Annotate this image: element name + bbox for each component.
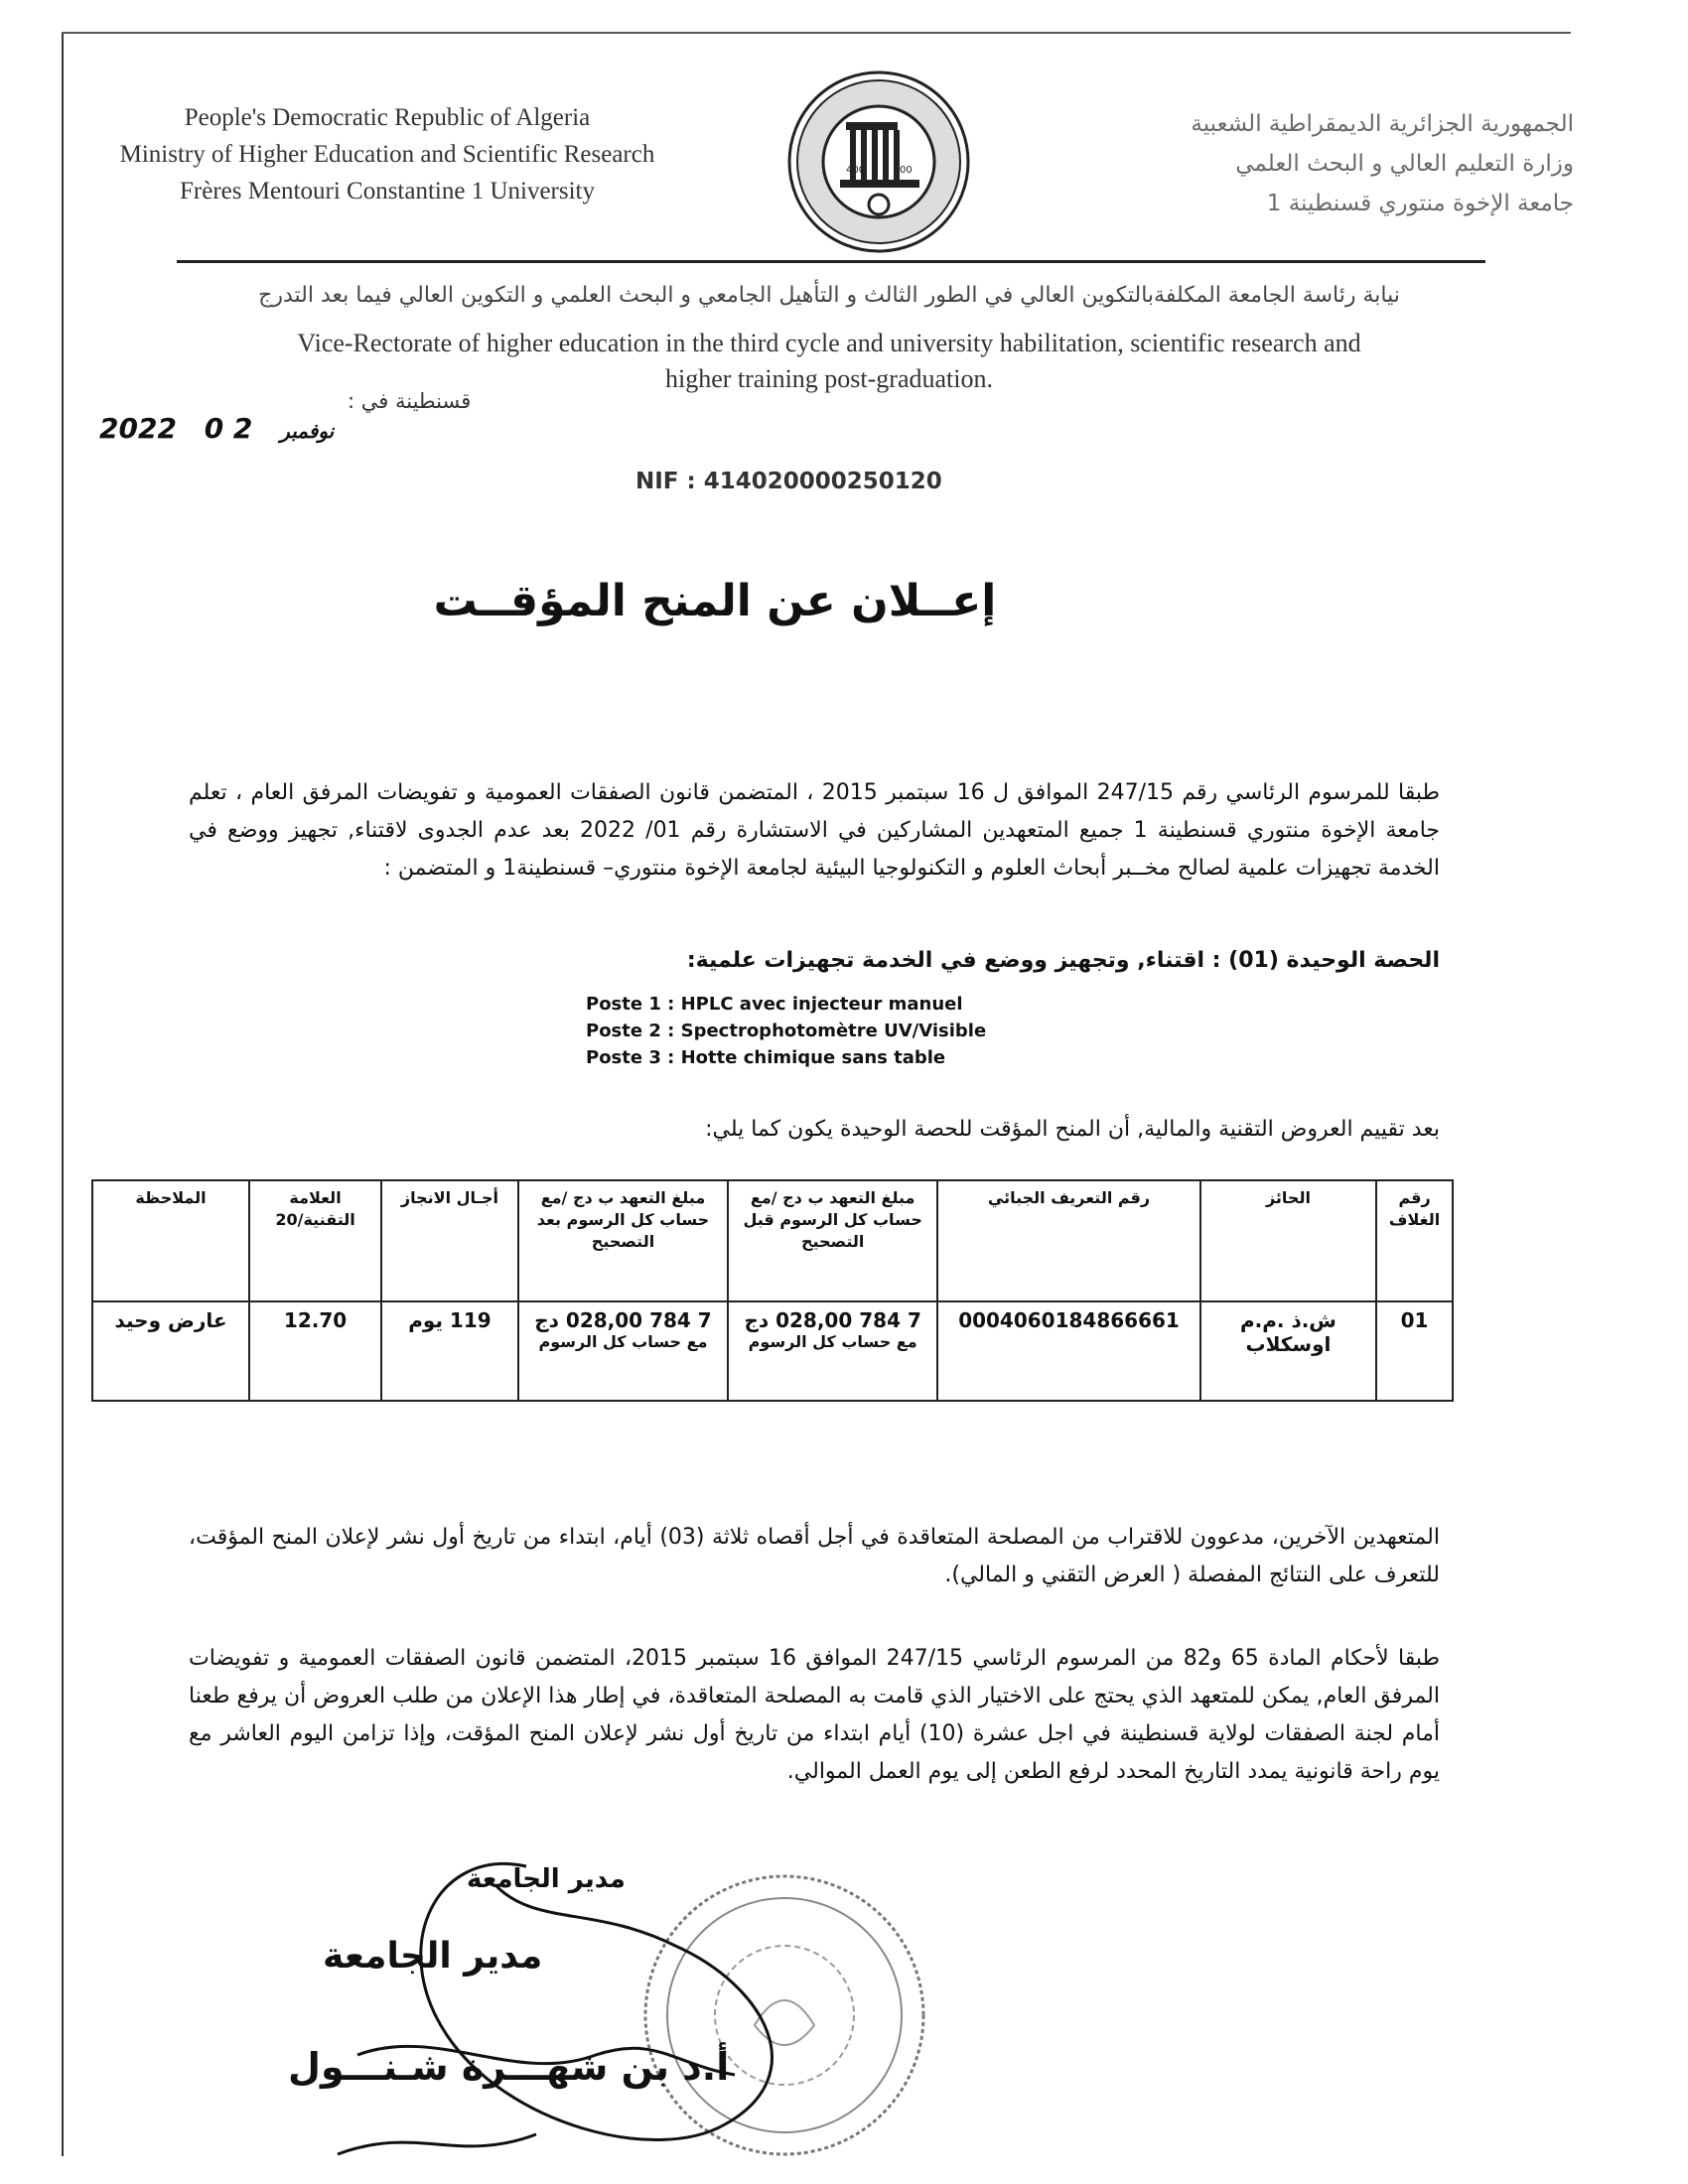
col-header-score: العلامة التقنية/20 xyxy=(249,1180,381,1301)
nif-number: NIF : 414020000250120 xyxy=(635,469,942,494)
vice-rectorate-en-line: Vice-Rectorate of higher education in the third cycle and university habilitation, scientific research and xyxy=(297,329,1361,357)
col-header-nif: رقم التعريف الجبائي xyxy=(937,1180,1200,1301)
cell-envelope-number: 01 xyxy=(1376,1301,1453,1401)
svg-text:00: 00 xyxy=(900,165,913,176)
date-day: 2 0 xyxy=(204,412,253,445)
place-label: قسنطينة في : xyxy=(348,389,472,413)
amount-after-note: مع حساب كل الرسوم xyxy=(538,1332,708,1351)
cell-delay: 119 يوم xyxy=(381,1301,518,1401)
vice-rectorate-en-line: higher training post-graduation. xyxy=(665,364,993,393)
lot-description: الحصة الوحيدة (01) : اقتناء, وتجهيز ووضع في الخدمة تجهيزات علمية: xyxy=(686,948,1440,973)
vice-rectorate-english xyxy=(149,326,1509,397)
notice-paragraph: المتعهدين الآخرين، مدعوون للاقتراب من المصلحة المتعاقدة في أجل أقصاه ثلاثة (03) أيام، ابتداء من تاريخ أول نشر لإعلان المنح المؤقت، للتعرف على النتائج المفصلة ( العرض التقني و المالي). xyxy=(189,1525,1440,1587)
col-header-note: الملاحظة xyxy=(92,1180,249,1301)
header-en-line: Frères Mentouri Constantine 1 University xyxy=(180,178,595,205)
table-row xyxy=(92,1301,1453,1401)
table-header-row xyxy=(92,1180,1453,1301)
poste-item: Poste 2 : Spectrophotomètre UV/Visible xyxy=(586,1021,987,1041)
document-title: إعــلان عن المنح المؤقــت xyxy=(433,576,997,626)
postes-list xyxy=(586,991,986,1071)
cell-holder: ش.ذ .م.م اوسكلاب xyxy=(1200,1301,1376,1401)
header-ar-line: الجمهورية الجزائرية الديمقراطية الشعبية xyxy=(1191,111,1574,137)
cell-nif: 0004060184866661 xyxy=(937,1301,1200,1401)
svg-text:400: 400 xyxy=(846,165,866,176)
document-date xyxy=(99,412,352,445)
signatory-stamp-text: مدير الجامعة xyxy=(323,1936,543,1977)
cell-amount-before xyxy=(728,1301,937,1401)
amount-before-note: مع حساب كل الرسوم xyxy=(748,1332,917,1351)
university-logo-icon xyxy=(784,68,973,256)
col-header-amount-after: مبلغ التعهد ب دج /مع حساب كل الرسوم بعد التصحيح xyxy=(518,1180,728,1301)
header-english xyxy=(70,99,705,209)
amount-before-value: 7 784 028,00 دج xyxy=(744,1308,921,1332)
col-header-envelope: رقم الغلاف xyxy=(1376,1180,1453,1301)
header-ar-line: وزارة التعليم العالي و البحث العلمي xyxy=(1235,151,1574,177)
col-header-delay: أجـال الانجاز xyxy=(381,1180,518,1301)
signatory-name: أ.د بن شهـــرة شـنـــول xyxy=(288,2045,730,2089)
scan-edge-left xyxy=(62,32,64,2156)
appeal-paragraph: طبقا لأحكام المادة 65 و82 من المرسوم الرئاسي 247/15 الموافق 16 سبتمبر 2015، المتضمن قانون الصفقات العمومية و تفويضات المرفق العام, يمكن للمتعهد الذي يحتج على الاختيار الذي قامت به المصلحة المتعاقدة، في إطار هذا الإعلان من طلب العروض أن يرفع طعنا أمام لجنة الصفقات لولاية قسنطينة في اجل عشرة (10) أيام ابتداء من تاريخ أول نشر لإعلان المنح المؤقت، وإذا تزامن اليوم العاشر مع يوم راحة قانونية يمدد التاريخ المحدد لرفع الطعن إلى يوم العمل الموالي. xyxy=(189,1646,1441,1784)
evaluation-statement: بعد تقييم العروض التقنية والمالية, أن المنح المؤقت للحصة الوحيدة يكون كما يلي: xyxy=(705,1117,1440,1142)
col-header-holder: الحائز xyxy=(1200,1180,1376,1301)
col-header-amount-before: مبلغ التعهد ب دج /مع حساب كل الرسوم قبل التصحيح xyxy=(728,1180,937,1301)
header-divider xyxy=(177,260,1485,263)
poste-item: Poste 3 : Hotte chimique sans table xyxy=(586,1047,946,1068)
vice-rectorate-arabic: نيابة رئاسة الجامعة المكلفةبالتكوين العالي في الطور الثالث و التأهيل الجامعي و البحث العلمي و التكوين العالي فيما بعد التدرج xyxy=(258,283,1400,308)
award-table xyxy=(91,1179,1454,1402)
cell-score: 12.70 xyxy=(249,1301,381,1401)
header-en-line: Ministry of Higher Education and Scientific Research xyxy=(119,141,655,168)
header-ar-line: جامعة الإخوة منتوري قسنطينة 1 xyxy=(1266,191,1574,216)
header-arabic xyxy=(1018,104,1574,223)
intro-paragraph: طبقا للمرسوم الرئاسي رقم 247/15 الموافق ل 16 سبتمبر 2015 ، المتضمن قانون الصفقات العمومية و تفويضات المرفق العام ، تعلم جامعة الإخوة منتوري قسنطينة 1 جميع المتعهدين المشاركين في الاستشارة رقم 01/ 2022 بعد عدم الجدوى لاقتناء, تجهيز ووضع في الخدمة تجهيزات علمية لصالح مخــبر أبحاث العلوم و التكنولوجيا البيئية لجامعة الإخوة منتوري– قسنطينة1 و المتضمن : xyxy=(189,780,1441,881)
scan-edge-top xyxy=(62,32,1571,34)
date-month: نوفمبر xyxy=(280,419,335,443)
date-year: 2022 xyxy=(99,412,177,445)
cell-note: عارض وحيد xyxy=(92,1301,249,1401)
signatory-title: مدير الجامعة xyxy=(467,1864,626,1894)
poste-item: Poste 1 : HPLC avec injecteur manuel xyxy=(586,994,963,1015)
header-en-line: People's Democratic Republic of Algeria xyxy=(184,104,591,131)
amount-after-value: 7 784 028,00 دج xyxy=(534,1308,712,1332)
cell-amount-after xyxy=(518,1301,728,1401)
